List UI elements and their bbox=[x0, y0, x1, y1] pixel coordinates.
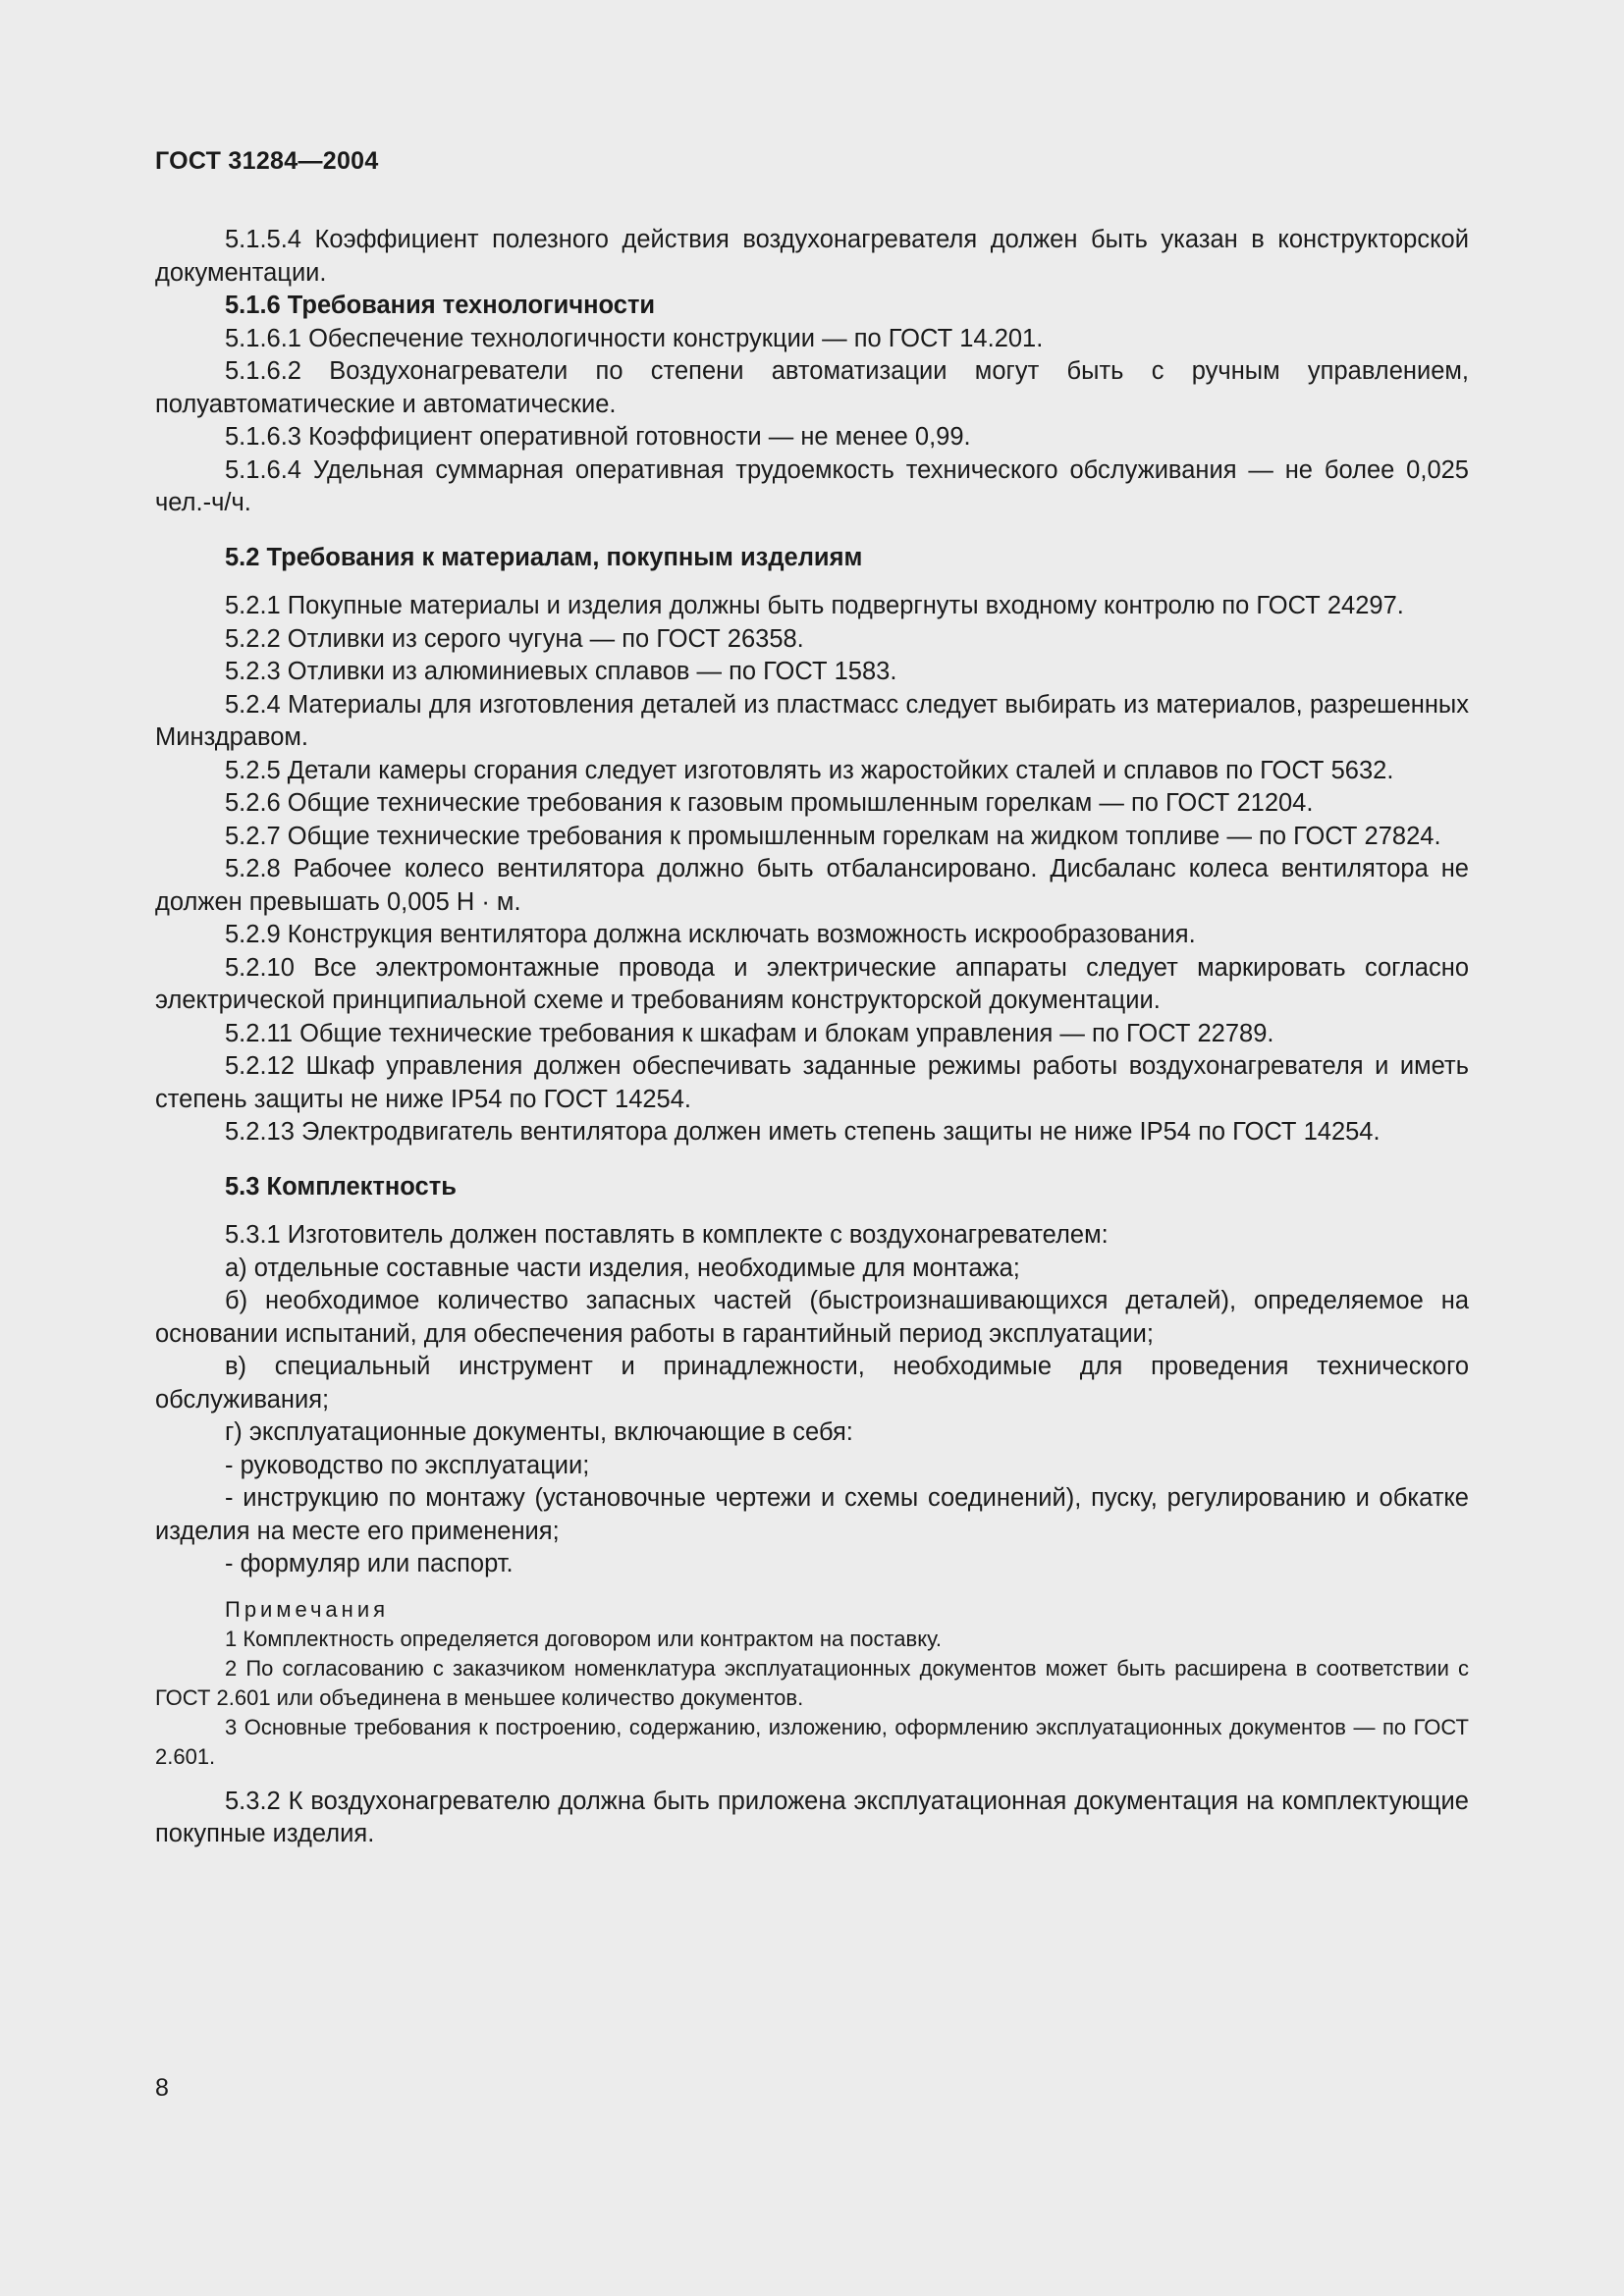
page-number: 8 bbox=[155, 2074, 169, 2102]
section-heading-5-3: 5.3 Комплектность bbox=[225, 1172, 457, 1201]
list-item-a: а) отдельные составные части изделия, необходимые для монтажа; bbox=[225, 1254, 1020, 1282]
list-item-g: г) эксплуатационные документы, включающие в себя: bbox=[225, 1418, 853, 1446]
note-1: 1 Комплектность определяется договором или контрактом на поставку. bbox=[225, 1626, 942, 1651]
document-header: ГОСТ 31284—2004 bbox=[155, 147, 379, 175]
paragraph-5-2-4: 5.2.4 Материалы для изготовления деталей из пластмасс следует выбирать из материалов, разрешенных Минздравом. bbox=[155, 690, 1469, 751]
paragraph-5-2-1: 5.2.1 Покупные материалы и изделия должны быть подвергнуты входному контролю по ГОСТ 24297. bbox=[225, 592, 1404, 619]
paragraph-5-3-2: 5.3.2 К воздухонагревателю должна быть приложена эксплуатационная документация на комплектующие покупные изделия. bbox=[155, 1787, 1469, 1847]
dash-item-2: - инструкцию по монтажу (установочные чертежи и схемы соединений), пуску, регулированию и обкатке изделия на месте его применения; bbox=[155, 1484, 1469, 1545]
paragraph-5-2-12: 5.2.12 Шкаф управления должен обеспечивать заданные режимы работы воздухонагревателя и иметь степень защиты не ниже IP54 по ГОСТ 14254. bbox=[155, 1052, 1469, 1113]
notes-title: Примечания bbox=[225, 1596, 390, 1622]
paragraph-5-2-10: 5.2.10 Все электромонтажные провода и электрические аппараты следует маркировать согласно электрической принципиальной схеме и требованиям конструкторской документации. bbox=[155, 953, 1469, 1014]
dash-item-1: - руководство по эксплуатации; bbox=[225, 1451, 590, 1479]
paragraph-5-2-5: 5.2.5 Детали камеры сгорания следует изготовлять из жаростойких сталей и сплавов по ГОСТ 5632. bbox=[225, 756, 1394, 784]
paragraph-5-1-6-4: 5.1.6.4 Удельная суммарная оперативная трудоемкость технического обслуживания — не более 0,025 чел.-ч/ч. bbox=[155, 455, 1469, 516]
dash-item-3: - формуляр или паспорт. bbox=[225, 1550, 514, 1577]
paragraph-5-2-2: 5.2.2 Отливки из серого чугуна — по ГОСТ 26358. bbox=[225, 624, 804, 653]
subheading-5-1-6: 5.1.6 Требования технологичности bbox=[225, 292, 656, 319]
document-body bbox=[155, 224, 1469, 1851]
paragraph-5-2-3: 5.2.3 Отливки из алюминиевых сплавов — по ГОСТ 1583. bbox=[225, 658, 897, 685]
note-2: 2 По согласованию с заказчиком номенклатура эксплуатационных документов может быть расширена в соответствии с ГОСТ 2.601 или объединена в меньшее количество документов. bbox=[155, 1655, 1469, 1710]
paragraph-5-2-9: 5.2.9 Конструкция вентилятора должна исключать возможность искрообразования. bbox=[225, 921, 1196, 948]
paragraph-5-1-6-3: 5.1.6.3 Коэффициент оперативной готовности — не менее 0,99. bbox=[225, 423, 971, 451]
note-3: 3 Основные требования к построению, содержанию, изложению, оформлению эксплуатационных документов — по ГОСТ 2.601. bbox=[155, 1714, 1469, 1769]
section-heading-5-2: 5.2 Требования к материалам, покупным изделиям bbox=[225, 543, 863, 571]
paragraph-5-2-8: 5.2.8 Рабочее колесо вентилятора должно быть отбалансировано. Дисбаланс колеса вентилятора не должен превышать 0,005 Н · м. bbox=[155, 855, 1469, 916]
list-item-b: б) необходимое количество запасных частей (быстроизнашивающихся деталей), определяемое на основании испытаний, для обеспечения работы в гарантийный период эксплуатации; bbox=[155, 1287, 1469, 1348]
paragraph-5-1-5-4: 5.1.5.4 Коэффициент полезного действия воздухонагревателя должен быть указан в конструкторской документации. bbox=[155, 226, 1469, 287]
paragraph-5-2-6: 5.2.6 Общие технические требования к газовым промышленным горелкам — по ГОСТ 21204. bbox=[225, 789, 1314, 817]
paragraph-5-3-1: 5.3.1 Изготовитель должен поставлять в комплекте с воздухонагревателем: bbox=[225, 1221, 1109, 1249]
paragraph-5-1-6-2: 5.1.6.2 Воздухонагреватели по степени автоматизации могут быть с ручным управлением, полуавтоматические и автоматические. bbox=[155, 357, 1469, 418]
paragraph-5-2-7: 5.2.7 Общие технические требования к промышленным горелкам на жидком топливе — по ГОСТ 27824. bbox=[225, 822, 1441, 850]
paragraph-5-2-11: 5.2.11 Общие технические требования к шкафам и блокам управления — по ГОСТ 22789. bbox=[225, 1019, 1274, 1047]
list-item-v: в) специальный инструмент и принадлежности, необходимые для проведения технического обслуживания; bbox=[155, 1353, 1469, 1414]
paragraph-5-2-13: 5.2.13 Электродвигатель вентилятора должен иметь степень защиты не ниже IP54 по ГОСТ 14254. bbox=[225, 1118, 1380, 1146]
paragraph-5-1-6-1: 5.1.6.1 Обеспечение технологичности конструкции — по ГОСТ 14.201. bbox=[225, 324, 1044, 352]
